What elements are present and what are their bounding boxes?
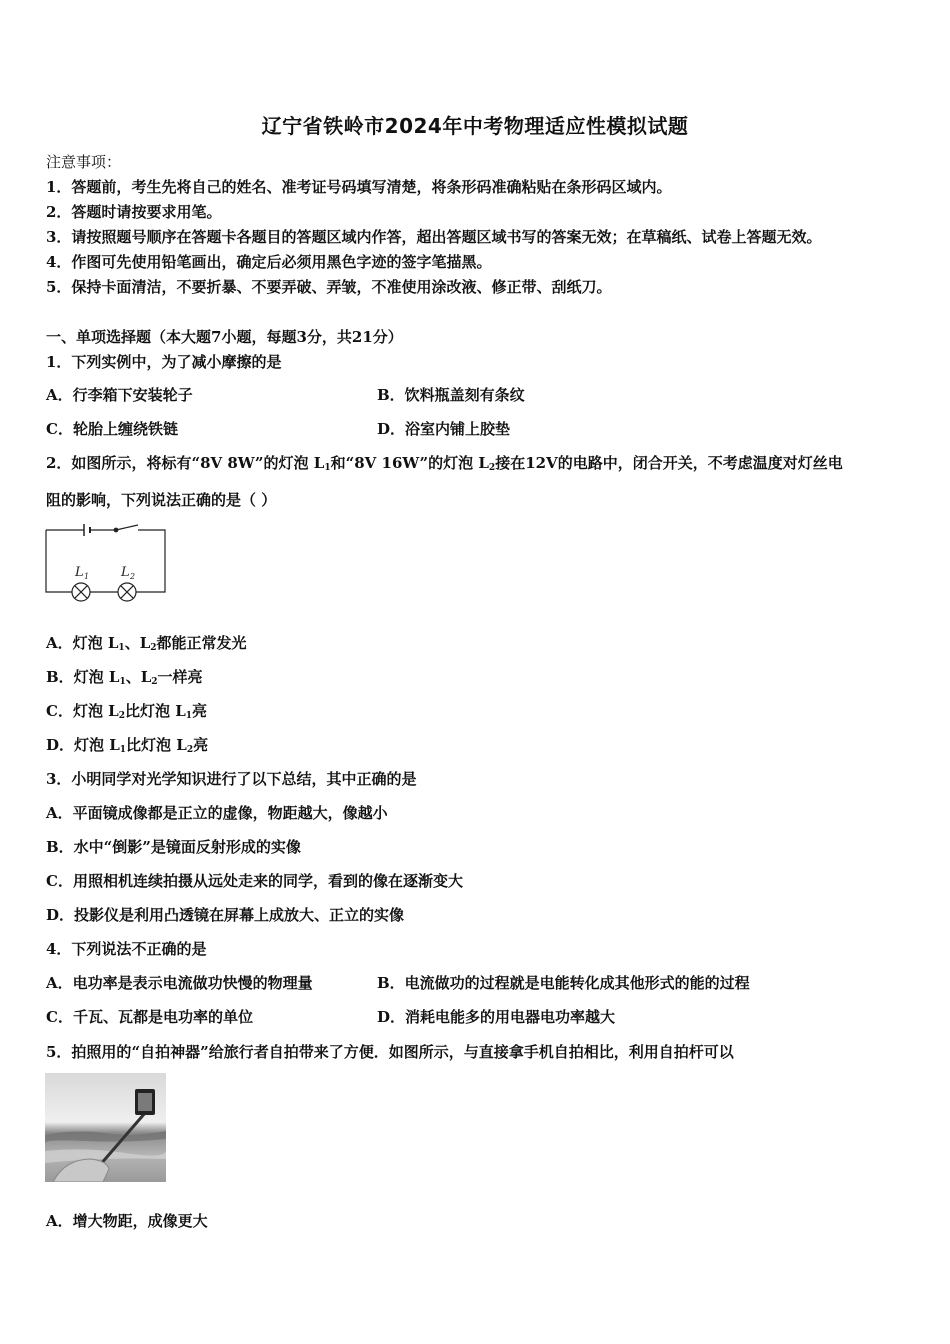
- notice-item: 2．答题时请按要求用笔。: [46, 203, 222, 221]
- q3-option-d: D．投影仪是利用凸透镜在屏幕上成放大、正立的实像: [46, 906, 405, 924]
- q3-option-a: A．平面镜成像都是正立的虚像，物距越大，像越小: [46, 804, 388, 822]
- option-text: 都能正常发光: [156, 634, 247, 652]
- option-text: 比灯泡 L: [126, 736, 187, 754]
- q4-option-c: C．千瓦、瓦都是电功率的单位: [46, 1008, 253, 1026]
- subscript: 2: [150, 643, 157, 653]
- option-text: C．灯泡 L: [46, 702, 119, 720]
- q3-option-b: B．水中“倒影”是镜面反射形成的实像: [46, 838, 301, 856]
- subscript: 2: [488, 463, 496, 473]
- q5-option-a: A．增大物距，成像更大: [46, 1212, 208, 1230]
- circuit-wire: [136, 530, 165, 592]
- subscript: 1: [119, 745, 127, 755]
- subscript: 2: [118, 711, 125, 721]
- option-text: 、L: [124, 634, 151, 652]
- lamp-l2-subscript: 2: [130, 572, 136, 581]
- q1-option-c: C．轮胎上缠绕铁链: [46, 420, 178, 438]
- selfie-stick-photo: [45, 1073, 166, 1182]
- q2-option-a: [46, 633, 247, 653]
- q4-option-d: D．消耗电能多的用电器电功率越大: [377, 1008, 616, 1026]
- option-text: 亮: [193, 736, 209, 754]
- lamp-l1-label: L: [75, 565, 84, 580]
- subscript: 1: [324, 463, 331, 473]
- option-text: A．灯泡 L: [46, 634, 119, 652]
- question-2-stem-line1: [46, 453, 843, 473]
- switch-blade: [116, 525, 138, 530]
- notice-heading: 注意事项：: [46, 153, 122, 171]
- lamp-l1-subscript: 1: [84, 572, 90, 581]
- subscript: 1: [119, 677, 126, 687]
- notice-item: 4．作图可先使用铅笔画出，确定后必须用黑色字迹的签字笔描黑。: [46, 253, 492, 271]
- q2-stem-part: 和“8V 16W”的灯泡 L: [330, 454, 489, 472]
- circuit-wire: [46, 530, 72, 592]
- option-text: 、L: [125, 668, 152, 686]
- option-text: 亮: [192, 702, 208, 720]
- q2-option-c: [46, 701, 207, 721]
- q4-option-a: A．电功率是表示电流做功快慢的物理量: [46, 974, 313, 992]
- q2-option-d: [46, 735, 208, 755]
- q2-stem-part: 2．如图所示，将标有“8V 8W”的灯泡 L: [46, 454, 325, 472]
- option-text: 比灯泡 L: [124, 702, 186, 720]
- question-3-stem: 3．小明同学对光学知识进行了以下总结，其中正确的是: [46, 770, 417, 788]
- option-text: B．灯泡 L: [46, 668, 120, 686]
- q4-option-b: B．电流做功的过程就是电能转化成其他形式的能的过程: [377, 974, 750, 992]
- q2-stem-part: 接在12V的电路中，闭合开关，不考虑温度对灯丝电: [495, 454, 843, 472]
- section-heading: 一、单项选择题（本大题7小题，每题3分，共21分）: [46, 328, 403, 346]
- q1-option-d: D．浴室内铺上胶垫: [377, 420, 511, 438]
- notice-item: 3．请按照题号顺序在答题卡各题目的答题区域内作答，超出答题区域书写的答案无效；在草稿纸、试卷上答题无效。: [46, 228, 822, 246]
- q1-option-a: A．行李箱下安装轮子: [46, 386, 193, 404]
- circuit-diagram: [44, 522, 168, 606]
- question-1-stem: 1．下列实例中，为了减小摩擦的是: [46, 353, 282, 371]
- lamp-l2-label: L: [121, 565, 130, 580]
- subscript: 1: [185, 711, 193, 721]
- option-text: D．灯泡 L: [46, 736, 120, 754]
- notice-item: 5．保持卡面清洁，不要折暴、不要弄破、弄皱，不准使用涂改液、修正带、刮纸刀。: [46, 278, 612, 296]
- question-5-stem: 5．拍照用的“自拍神器”给旅行者自拍带来了方便．如图所示，与直接拿手机自拍相比，利用自拍杆可以: [46, 1043, 734, 1061]
- q1-option-b: B．饮料瓶盖刻有条纹: [377, 386, 525, 404]
- option-text: 一样亮: [157, 668, 203, 686]
- page-title: 辽宁省铁岭市2024年中考物理适应性模拟试题: [261, 114, 689, 138]
- subscript: 2: [151, 677, 158, 687]
- q3-option-c: C．用照相机连续拍摄从远处走来的同学，看到的像在逐渐变大: [46, 872, 463, 890]
- subscript: 1: [118, 643, 125, 653]
- question-2-stem-line2: 阻的影响，下列说法正确的是（ ）: [46, 491, 277, 509]
- question-4-stem: 4．下列说法不正确的是: [46, 940, 207, 958]
- subscript: 2: [186, 745, 194, 755]
- q2-option-b: [46, 667, 203, 687]
- notice-item: 1．答题前，考生先将自己的姓名、准考证号码填写清楚，将条形码准确粘贴在条形码区域内。: [46, 178, 672, 196]
